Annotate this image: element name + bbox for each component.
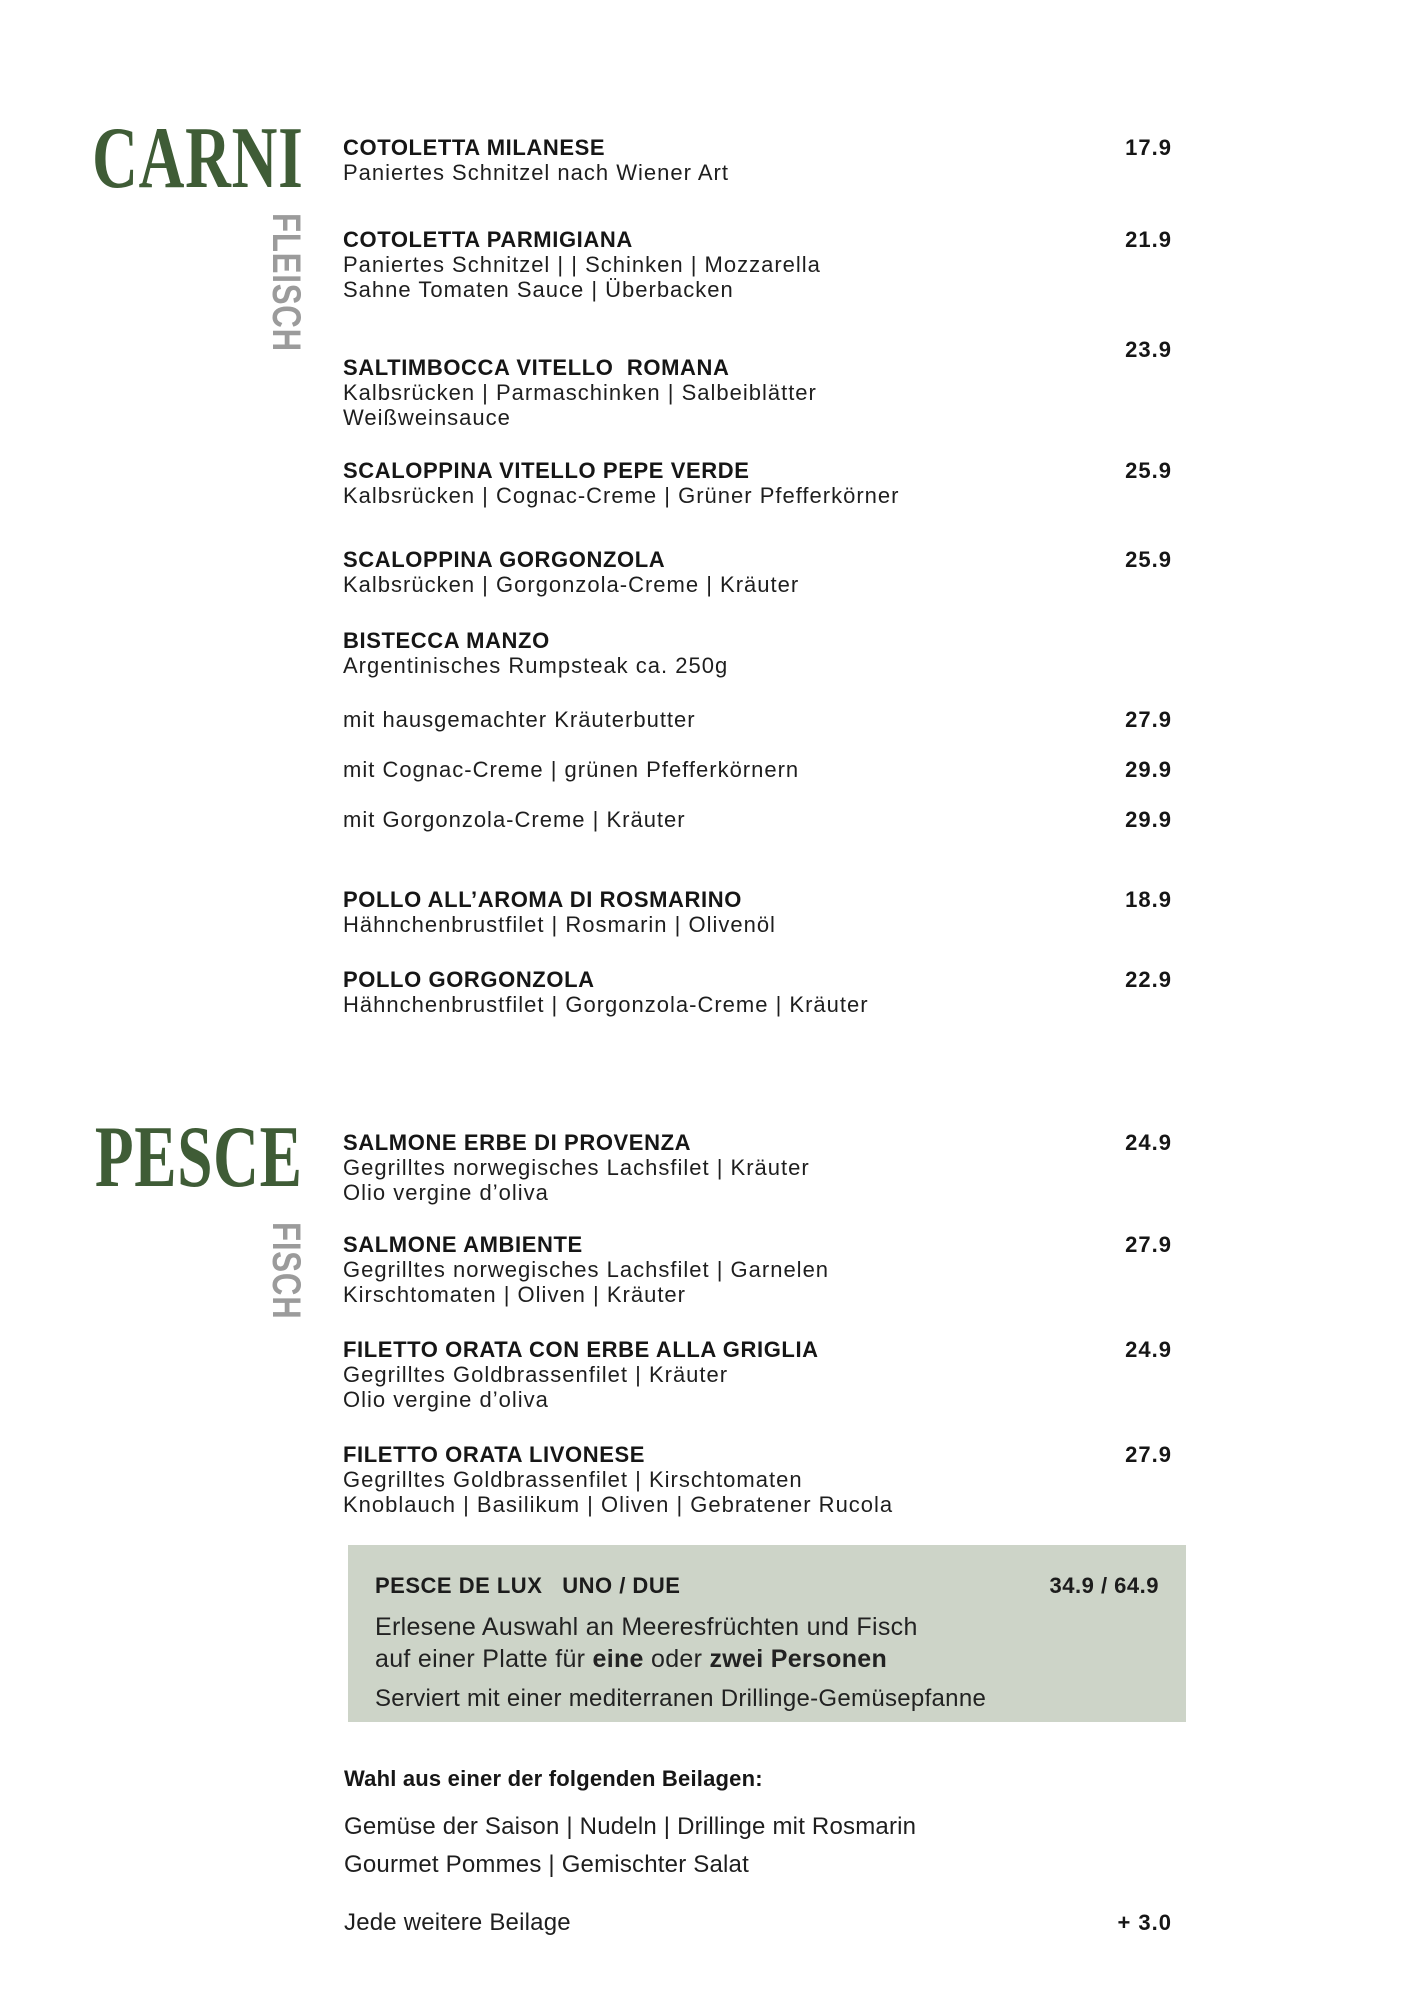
item-description-line: Argentinisches Rumpsteak ca. 250g	[343, 653, 729, 678]
item-description-line: Olio vergine d’oliva	[343, 1387, 549, 1412]
item-price: 17.9	[1125, 135, 1172, 160]
item-description-line: Weißweinsauce	[343, 405, 511, 430]
pesce-de-lux-title: PESCE DE LUX UNO / DUE	[375, 1573, 681, 1598]
item-description-line: Gegrilltes Goldbrassenfilet | Kirschtomaten	[343, 1467, 803, 1492]
menu-item-salmone-ambiente	[343, 1232, 1172, 1307]
section-title-carni: CARNI	[91, 110, 303, 207]
sides-options-line-2: Gourmet Pommes | Gemischter Salat	[344, 1851, 749, 1878]
variant-label: mit hausgemachter Kräuterbutter	[343, 707, 696, 732]
sides-options-line-1: Gemüse der Saison | Nudeln | Drillinge mit Rosmarin	[344, 1813, 917, 1840]
item-description-line: Paniertes Schnitzel | | Schinken | Mozzarella	[343, 252, 821, 277]
serving-line-segment: auf einer Platte für	[375, 1645, 593, 1673]
extra-side-price: + 3.0	[1117, 1910, 1172, 1935]
item-name: COTOLETTA MILANESE	[343, 135, 606, 160]
serving-line-bold-segment: eine	[592, 1645, 644, 1673]
item-price: 27.9	[1125, 1442, 1172, 1467]
section-subtitle-fisch: FISCH	[264, 1222, 308, 1320]
item-price: 25.9	[1125, 458, 1172, 483]
pesce-de-lux-price: 34.9 / 64.9	[1049, 1573, 1159, 1598]
item-price: 27.9	[1125, 707, 1172, 732]
item-price: 23.9	[1125, 337, 1172, 362]
item-price: 24.9	[1125, 1130, 1172, 1155]
item-name: FILETTO ORATA LIVONESE	[343, 1442, 646, 1467]
item-name: SALMONE AMBIENTE	[343, 1232, 583, 1257]
item-description-line: Kirschtomaten | Oliven | Kräuter	[343, 1282, 686, 1307]
pesce-de-lux-description-line: Erlesene Auswahl an Meeresfrüchten und Fisch	[375, 1613, 918, 1641]
serving-line-segment: oder	[643, 1645, 710, 1673]
item-description-line: Gegrilltes Goldbrassenfilet | Kräuter	[343, 1362, 729, 1387]
item-description-line: Gegrilltes norwegisches Lachsfilet | Kräuter	[343, 1155, 810, 1180]
pesce-de-lux-note-line: Serviert mit einer mediterranen Drillinge-Gemüsepfanne	[375, 1685, 987, 1712]
item-description-line: Knoblauch | Basilikum | Oliven | Gebratener Rucola	[343, 1492, 894, 1517]
item-description-line: Kalbsrücken | Gorgonzola-Creme | Kräuter	[343, 572, 800, 597]
sides-heading: Wahl aus einer der folgenden Beilagen:	[344, 1766, 763, 1791]
item-name: SALTIMBOCCA VITELLO ROMANA	[343, 355, 730, 380]
item-description-line: Olio vergine d’oliva	[343, 1180, 549, 1205]
extra-side-label: Jede weitere Beilage	[344, 1909, 571, 1936]
item-description-line: Kalbsrücken | Parmaschinken | Salbeiblätter	[343, 380, 817, 405]
item-price: 18.9	[1125, 887, 1172, 912]
section-title-pesce: PESCE	[95, 1109, 303, 1206]
extra-side-row	[344, 1909, 1172, 1937]
item-name: SCALOPPINA GORGONZOLA	[343, 547, 666, 572]
item-description-line: Hähnchenbrustfilet | Gorgonzola-Creme | Kräuter	[343, 992, 869, 1017]
variant-label: mit Gorgonzola-Creme | Kräuter	[343, 807, 686, 832]
item-description-line: Hähnchenbrustfilet | Rosmarin | Olivenöl	[343, 912, 776, 937]
variant-label: mit Cognac-Creme | grünen Pfefferkörnern	[343, 757, 800, 782]
item-price: 27.9	[1125, 1232, 1172, 1257]
item-name: COTOLETTA PARMIGIANA	[343, 227, 633, 252]
menu-item-filetto-orata-con-erbe-alla-griglia	[343, 1337, 1172, 1412]
item-description-line: Gegrilltes norwegisches Lachsfilet | Garnelen	[343, 1257, 830, 1282]
section-subtitle-fleisch: FLEISCH	[264, 213, 308, 352]
item-description-line: Sahne Tomaten Sauce | Überbacken	[343, 277, 734, 302]
item-description-line: Kalbsrücken | Cognac-Creme | Grüner Pfefferkörner	[343, 483, 900, 508]
item-price: 22.9	[1125, 967, 1172, 992]
pesce-de-lux-box	[348, 1545, 1186, 1722]
pesce-de-lux-serving-line	[375, 1644, 1159, 1674]
item-name: SALMONE ERBE DI PROVENZA	[343, 1130, 692, 1155]
item-price: 24.9	[1125, 1337, 1172, 1362]
menu-item-salmone-erbe-di-provenza	[343, 1130, 1172, 1205]
menu-item-filetto-orata-livonese	[343, 1442, 1172, 1517]
serving-line-bold-segment: zwei Personen	[709, 1645, 888, 1673]
pesce-de-lux-header	[375, 1573, 1159, 1599]
item-price: 29.9	[1125, 757, 1172, 782]
item-description-line: Paniertes Schnitzel nach Wiener Art	[343, 160, 729, 185]
item-name: BISTECCA MANZO	[343, 628, 550, 653]
item-price: 29.9	[1125, 807, 1172, 832]
item-name: POLLO ALL’AROMA DI ROSMARINO	[343, 887, 742, 912]
item-price: 25.9	[1125, 547, 1172, 572]
item-name: POLLO GORGONZOLA	[343, 967, 595, 992]
item-name: SCALOPPINA VITELLO PEPE VERDE	[343, 458, 750, 483]
item-price: 21.9	[1125, 227, 1172, 252]
item-name: FILETTO ORATA CON ERBE ALLA GRIGLIA	[343, 1337, 819, 1362]
